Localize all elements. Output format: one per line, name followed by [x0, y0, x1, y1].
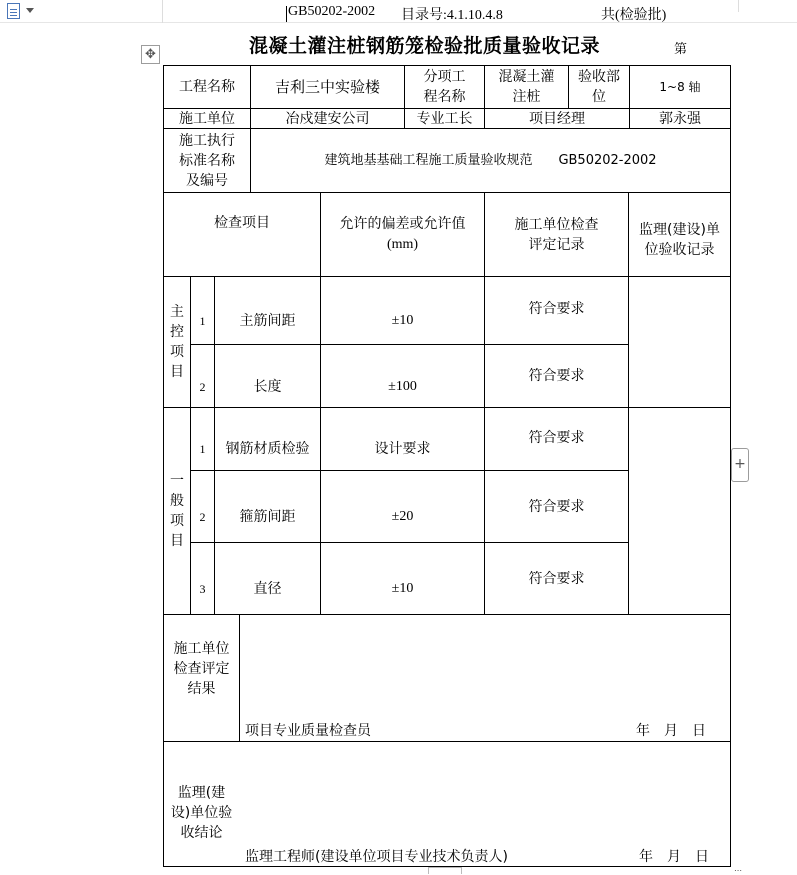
general-items-label: 一般项目	[170, 473, 184, 549]
resize-handle-icon[interactable]: ⋯	[734, 866, 742, 875]
page-number-label: 第	[674, 41, 688, 56]
column-supervision-record: 监理(建设)单位验收记录	[639, 221, 720, 258]
text-cursor	[286, 6, 287, 22]
general-item-1-name: 钢筋材质检验	[225, 441, 310, 457]
general-item-1-no: 1	[199, 442, 206, 456]
chevron-down-icon	[26, 8, 34, 13]
construction-result-label: 施工单位检查评定结果	[173, 641, 230, 697]
main-item-1-tolerance: ±10	[391, 312, 414, 328]
main-item-1-no: 1	[199, 313, 206, 328]
table-move-handle-icon[interactable]: ✥	[141, 45, 160, 64]
supervision-result-label: 监理(建设)单位验收结论	[170, 785, 233, 841]
construction-result-date: 年 月 日	[636, 723, 706, 739]
project-manager-value: 郭永强	[659, 110, 701, 127]
general-item-3-no: 3	[199, 581, 206, 596]
construction-unit-label: 施工单位	[179, 110, 235, 127]
general-item-2-no: 2	[199, 509, 206, 524]
document-icon	[7, 3, 20, 19]
main-item-1-result: 符合要求	[528, 301, 585, 317]
acceptance-part-value: 1~8 轴	[659, 80, 701, 94]
main-item-2-name: 长度	[253, 379, 282, 395]
column-tolerance: 允许的偏差或允许值(mm)	[339, 216, 466, 252]
main-item-1-name: 主筋间距	[239, 312, 296, 329]
general-item-3-result: 符合要求	[528, 570, 585, 587]
main-items-label: 主控项目	[170, 304, 184, 380]
standard-code: GB50202-2002	[288, 4, 376, 19]
page-title: 混凝土灌注桩钢筋笼检验批质量验收记录	[249, 35, 601, 57]
add-column-plus-icon[interactable]: +	[731, 448, 749, 482]
general-item-1-tolerance: 设计要求	[374, 441, 431, 457]
general-item-1-result: 符合要求	[528, 430, 585, 446]
add-row-handle[interactable]	[428, 867, 462, 874]
sub-project-value: 混凝土灌注桩	[498, 69, 555, 105]
main-item-2-no: 2	[199, 380, 206, 394]
supervision-result-date: 年 月 日	[639, 849, 709, 865]
project-name-label: 工程名称	[179, 79, 235, 95]
page-margin-mark-right	[738, 0, 739, 12]
standard-value: 建筑地基基础工程施工质量验收规范 GB50202-2002	[324, 152, 657, 168]
sub-project-label: 分项工程名称	[423, 69, 466, 105]
directory-number: 目录号:4.1.10.4.8	[401, 8, 503, 23]
main-item-2-tolerance: ±100	[388, 379, 417, 394]
main-item-2-result: 符合要求	[528, 368, 585, 384]
project-name-value: 吉利三中实验楼	[274, 78, 380, 96]
document-menu-button[interactable]	[4, 2, 38, 22]
page-margin-mark	[162, 0, 163, 23]
project-manager-label: 项目经理	[529, 110, 585, 127]
general-item-2-tolerance: ±20	[391, 508, 414, 524]
foreman-label: 专业工长	[416, 110, 473, 127]
general-item-2-result: 符合要求	[528, 498, 585, 515]
total-batches: 共(检验批)	[601, 8, 667, 23]
acceptance-part-label: 验收部位	[578, 69, 620, 105]
construction-inspector-signer: 项目专业质量检查员	[245, 723, 371, 739]
column-check-item: 检查项目	[214, 215, 270, 231]
construction-unit-value: 冶戍建安公司	[285, 110, 370, 127]
general-item-3-tolerance: ±10	[391, 580, 414, 596]
column-construction-record: 施工单位检查评定记录	[514, 216, 599, 253]
header-divider	[0, 22, 797, 23]
general-item-2-name: 箍筋间距	[239, 508, 296, 525]
supervision-engineer-signer: 监理工程师(建设单位项目专业技术负责人)	[245, 849, 508, 865]
standard-label: 施工执行标准名称及编号	[179, 132, 235, 189]
general-item-3-name: 直径	[253, 580, 282, 597]
